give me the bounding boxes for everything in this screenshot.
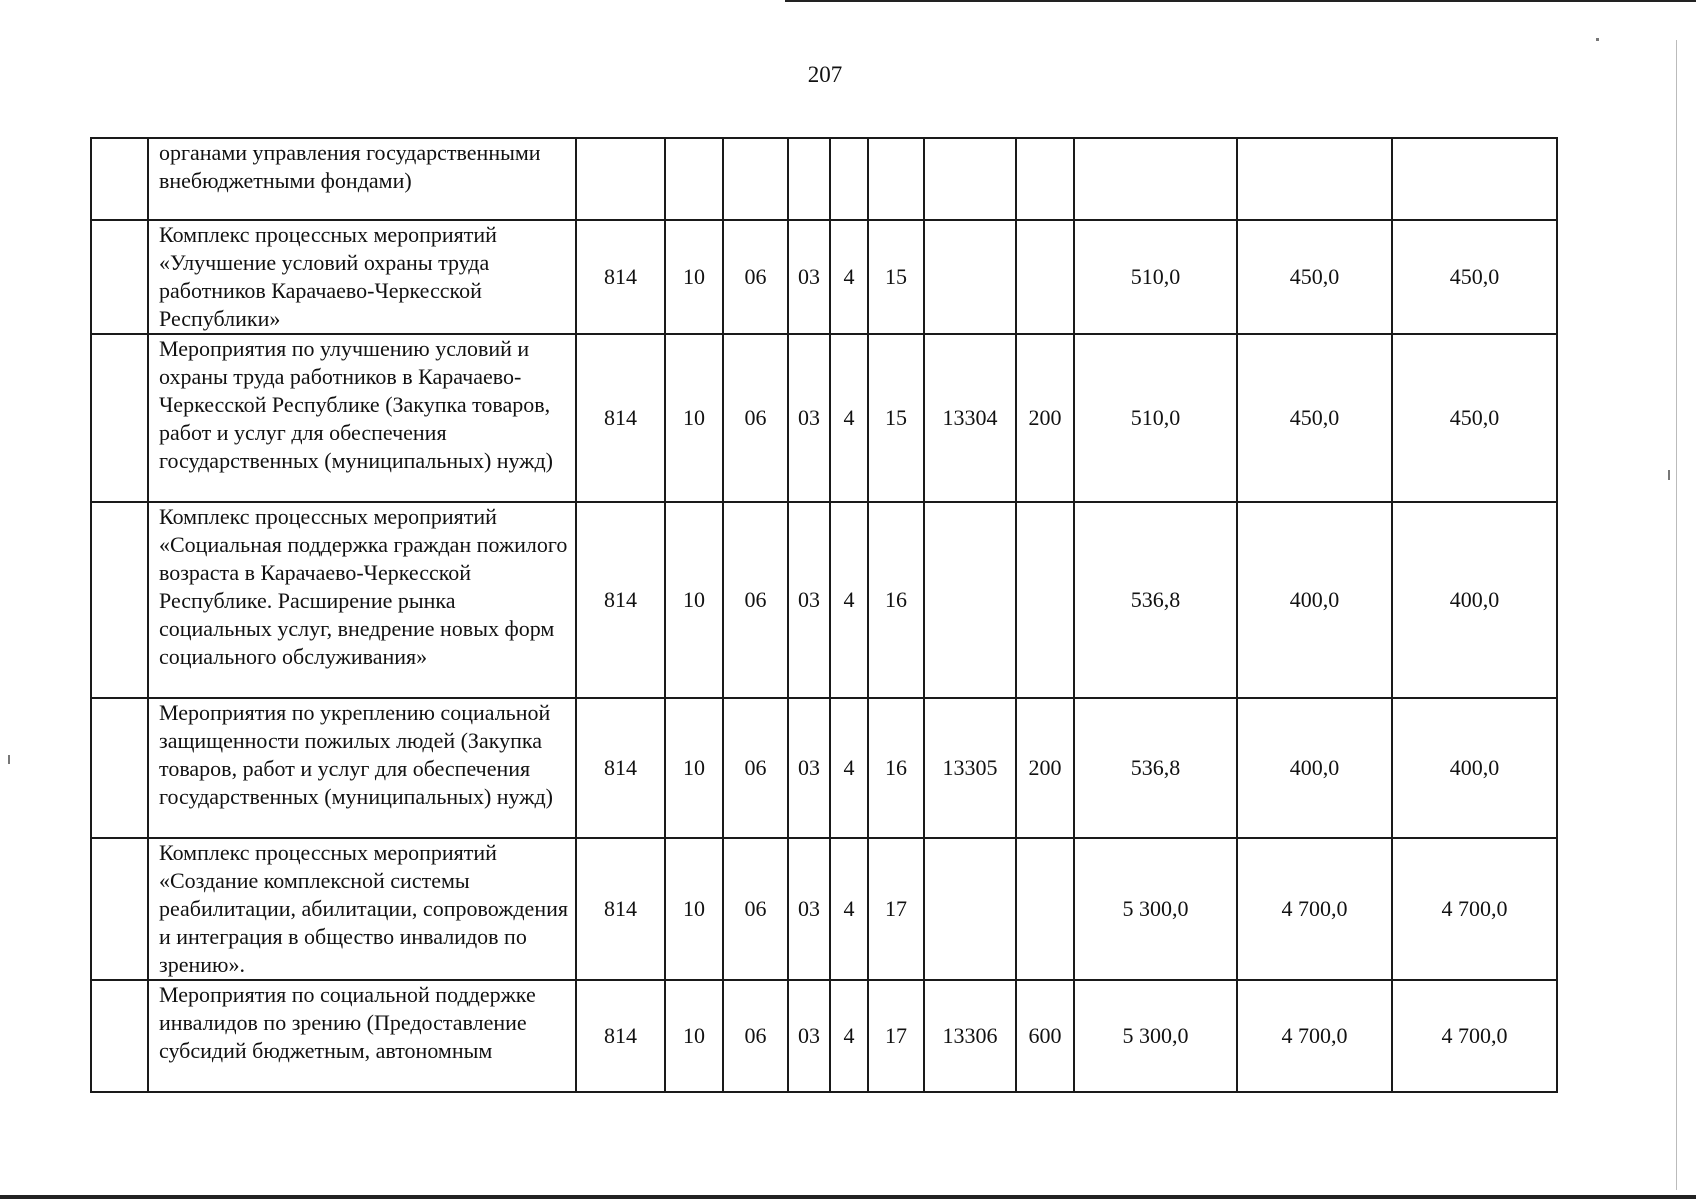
amount-year-2: 400,0 <box>1237 698 1392 838</box>
amount-year-2 <box>1237 138 1392 220</box>
target-code-complex: 15 <box>868 334 924 502</box>
amount-year-3 <box>1392 138 1557 220</box>
item-name: Мероприятия по улучшению условий и охраны труда работников в Карачаево-Черкесской Республике (Закупка товаров, работ и услуг для обеспечения государственных (муниципальных) нужд) <box>148 334 576 502</box>
amount-year-2: 450,0 <box>1237 334 1392 502</box>
subsection-code: 06 <box>723 838 788 980</box>
target-code-type: 4 <box>830 334 868 502</box>
target-code-direction <box>924 220 1016 334</box>
subsection-code: 06 <box>723 980 788 1092</box>
section-code <box>665 138 723 220</box>
row-number-cell <box>91 220 148 334</box>
row-number-cell <box>91 838 148 980</box>
bottom-scan-rule <box>0 1195 1696 1199</box>
target-code-program <box>788 138 830 220</box>
target-code-program: 03 <box>788 698 830 838</box>
amount-year-3: 450,0 <box>1392 334 1557 502</box>
table-row <box>91 138 1557 220</box>
amount-year-2: 450,0 <box>1237 220 1392 334</box>
amount-year-2: 4 700,0 <box>1237 838 1392 980</box>
amount-year-1: 5 300,0 <box>1074 838 1237 980</box>
table-row <box>91 838 1557 980</box>
subsection-code: 06 <box>723 220 788 334</box>
amount-year-2: 4 700,0 <box>1237 980 1392 1092</box>
target-code-complex: 17 <box>868 838 924 980</box>
expense-type-code <box>1016 838 1074 980</box>
target-code-type: 4 <box>830 220 868 334</box>
subsection-code: 06 <box>723 334 788 502</box>
target-code-program: 03 <box>788 838 830 980</box>
amount-year-1: 536,8 <box>1074 502 1237 698</box>
expense-type-code: 600 <box>1016 980 1074 1092</box>
budget-table <box>90 137 1558 1093</box>
target-code-type: 4 <box>830 980 868 1092</box>
subsection-code <box>723 138 788 220</box>
row-number-cell <box>91 502 148 698</box>
expense-type-code <box>1016 502 1074 698</box>
target-code-program: 03 <box>788 980 830 1092</box>
ministry-code: 814 <box>576 502 665 698</box>
row-number-cell <box>91 698 148 838</box>
ministry-code: 814 <box>576 838 665 980</box>
ministry-code: 814 <box>576 980 665 1092</box>
page-number: 207 <box>807 62 843 87</box>
row-number-cell <box>91 138 148 220</box>
expense-type-code <box>1016 138 1074 220</box>
target-code-complex: 16 <box>868 502 924 698</box>
target-code-direction: 13304 <box>924 334 1016 502</box>
ministry-code: 814 <box>576 220 665 334</box>
table-row <box>91 980 1557 1092</box>
item-name: Комплекс процессных мероприятий «Создание комплексной системы реабилитации, абилитации, сопровождения и интеграция в общество инвалидов по зрению». <box>148 838 576 980</box>
scan-speck <box>1596 38 1599 41</box>
item-name: Комплекс процессных мероприятий «Улучшение условий охраны труда работников Карачаево-Черкесской Республики» <box>148 220 576 334</box>
amount-year-3: 4 700,0 <box>1392 980 1557 1092</box>
target-code-direction: 13306 <box>924 980 1016 1092</box>
expense-type-code: 200 <box>1016 334 1074 502</box>
scan-speck <box>1668 470 1670 480</box>
target-code-program: 03 <box>788 334 830 502</box>
target-code-program: 03 <box>788 220 830 334</box>
ministry-code: 814 <box>576 334 665 502</box>
row-number-cell <box>91 334 148 502</box>
target-code-program: 03 <box>788 502 830 698</box>
section-code: 10 <box>665 698 723 838</box>
amount-year-1: 5 300,0 <box>1074 980 1237 1092</box>
amount-year-1: 510,0 <box>1074 220 1237 334</box>
subsection-code: 06 <box>723 502 788 698</box>
amount-year-2: 400,0 <box>1237 502 1392 698</box>
target-code-complex: 17 <box>868 980 924 1092</box>
ministry-code <box>576 138 665 220</box>
expense-type-code <box>1016 220 1074 334</box>
target-code-type <box>830 138 868 220</box>
target-code-direction <box>924 502 1016 698</box>
right-scan-edge <box>1676 40 1677 1190</box>
target-code-type: 4 <box>830 838 868 980</box>
table-row <box>91 220 1557 334</box>
target-code-direction <box>924 838 1016 980</box>
amount-year-3: 400,0 <box>1392 698 1557 838</box>
subsection-code: 06 <box>723 698 788 838</box>
expense-type-code: 200 <box>1016 698 1074 838</box>
table-row <box>91 334 1557 502</box>
target-code-type: 4 <box>830 698 868 838</box>
item-name: Мероприятия по социальной поддержке инвалидов по зрению (Предоставление субсидий бюджетным, автономным <box>148 980 576 1092</box>
ministry-code: 814 <box>576 698 665 838</box>
amount-year-1 <box>1074 138 1237 220</box>
target-code-complex: 15 <box>868 220 924 334</box>
item-name: Комплекс процессных мероприятий «Социальная поддержка граждан пожилого возраста в Карачаево-Черкесской Республике. Расширение рынка социальных услуг, внедрение новых форм социального обслуживания» <box>148 502 576 698</box>
target-code-complex: 16 <box>868 698 924 838</box>
amount-year-1: 536,8 <box>1074 698 1237 838</box>
scan-speck <box>8 755 10 764</box>
target-code-complex <box>868 138 924 220</box>
amount-year-1: 510,0 <box>1074 334 1237 502</box>
table-row <box>91 698 1557 838</box>
target-code-type: 4 <box>830 502 868 698</box>
item-name: Мероприятия по укреплению социальной защищенности пожилых людей (Закупка товаров, работ и услуг для обеспечения государственных (муниципальных) нужд) <box>148 698 576 838</box>
section-code: 10 <box>665 838 723 980</box>
section-code: 10 <box>665 502 723 698</box>
amount-year-3: 400,0 <box>1392 502 1557 698</box>
top-scan-rule <box>785 0 1696 2</box>
amount-year-3: 4 700,0 <box>1392 838 1557 980</box>
amount-year-3: 450,0 <box>1392 220 1557 334</box>
table-row <box>91 502 1557 698</box>
target-code-direction: 13305 <box>924 698 1016 838</box>
section-code: 10 <box>665 220 723 334</box>
target-code-direction <box>924 138 1016 220</box>
section-code: 10 <box>665 334 723 502</box>
item-name: органами управления государственными внебюджетными фондами) <box>148 138 576 220</box>
row-number-cell <box>91 980 148 1092</box>
section-code: 10 <box>665 980 723 1092</box>
